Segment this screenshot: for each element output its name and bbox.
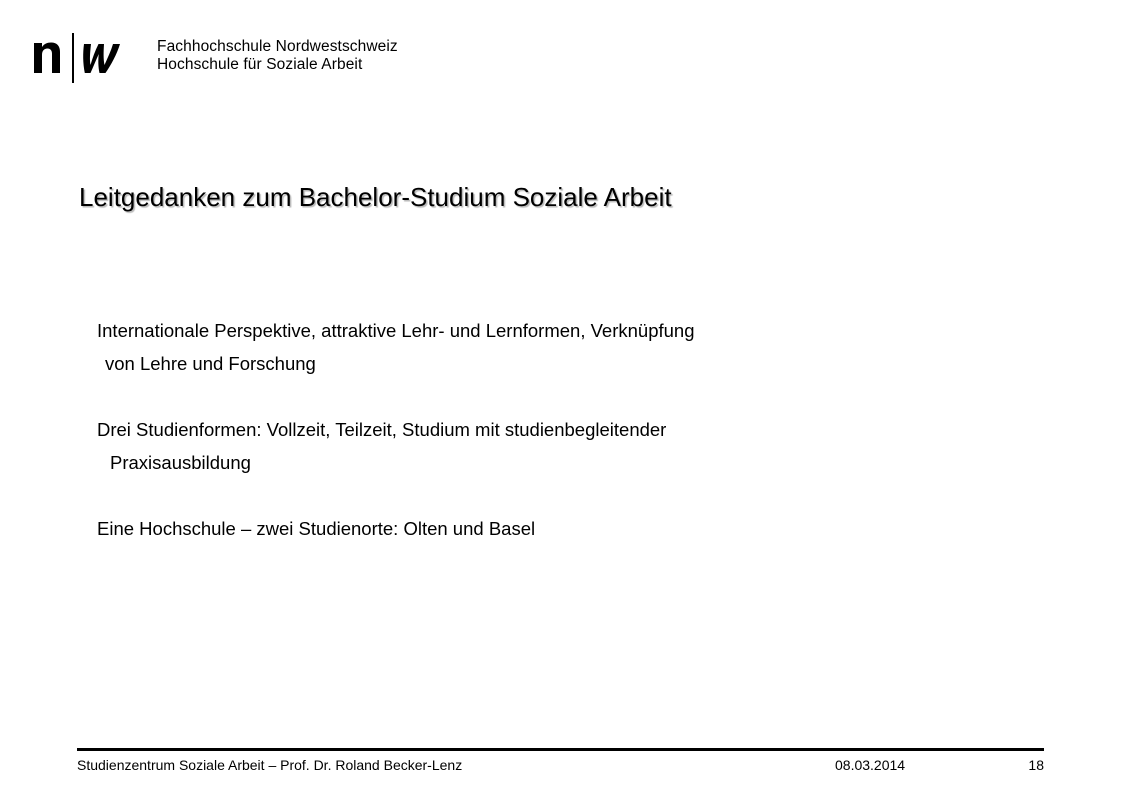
bullet-text: Eine Hochschule – zwei Studienorte: Olten und Basel [97, 518, 536, 539]
bullet-text-continuation: von Lehre und Forschung [105, 353, 316, 374]
page-number: 18 [1028, 757, 1044, 773]
slide-title: Leitgedanken zum Bachelor-Studium Soziale Arbeit [79, 182, 672, 212]
institution-name [157, 38, 417, 74]
bullet-text: Drei Studienformen: Vollzeit, Teilzeit, Studium mit studienbegleitender [97, 419, 667, 440]
bullet-item [97, 512, 957, 545]
nw-logo-icon [33, 31, 133, 85]
bullet-text-continuation: Praxisausbildung [110, 452, 251, 473]
slide-body [97, 314, 957, 545]
footer-date: 08.03.2014 [835, 757, 906, 773]
institution-name-line-2: Hochschule für Soziale Arbeit [157, 56, 363, 73]
slide-footer [77, 755, 1044, 775]
bullet-item [97, 413, 957, 479]
footer-presenter: Studienzentrum Soziale Arbeit – Prof. Dr. Roland Becker-Lenz [77, 757, 463, 773]
bullet-text: Internationale Perspektive, attraktive Lehr- und Lernformen, Verknüpfung [97, 320, 695, 341]
bullet-item [97, 314, 957, 380]
footer-divider [77, 748, 1044, 751]
institution-name-line-1: Fachhochschule Nordwestschweiz [157, 38, 398, 55]
